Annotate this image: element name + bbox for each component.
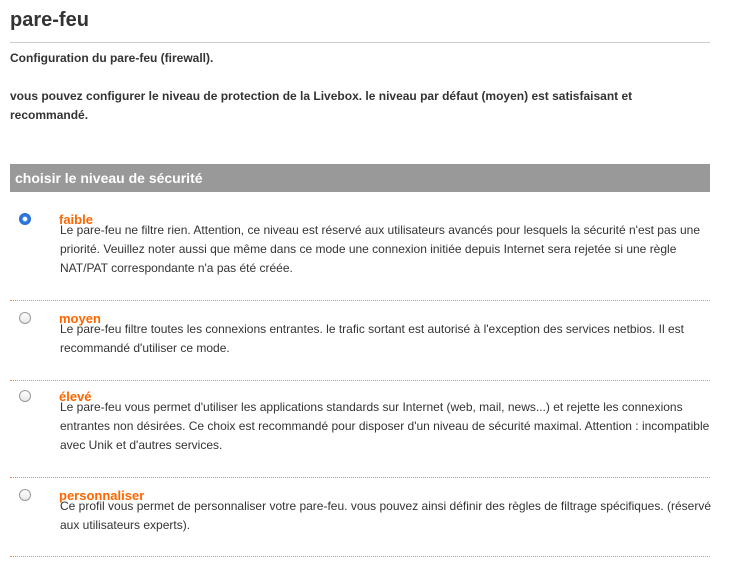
option-description-personnaliser: Ce profil vous permet de personnaliser votre pare-feu. vous pouvez ainsi définir des règles de filtrage spécifiques. (réservé aux utilisateurs experts).: [60, 499, 711, 532]
radio-moyen[interactable]: [19, 312, 31, 324]
radio-personnaliser[interactable]: [19, 489, 31, 501]
title-divider: [10, 42, 710, 43]
option-separator: [10, 380, 710, 381]
option-description-moyen: Le pare-feu filtre toutes les connexions entrantes. le trafic sortant est autorisé à l'exception des services netbios. Il est recommandé d'utiliser ce mode.: [60, 322, 684, 355]
option-description-eleve: Le pare-feu vous permet d'utiliser les applications standards sur Internet (web, mail, news...) et rejette les connexions entrantes non désirées. Ce choix est recommandé pour disposer d'un niveau de sécurité maximal. Attention : incompatible avec Unik et d'autres services.: [60, 400, 710, 452]
section-header: choisir le niveau de sécurité: [10, 164, 710, 192]
intro-description: vous pouvez configurer le niveau de protection de la Livebox. le niveau par défaut (moyen) est satisfaisant et recommandé.: [10, 89, 633, 122]
option-label-personnaliser[interactable]: personnaliser: [59, 488, 145, 503]
radio-faible[interactable]: [19, 213, 31, 225]
option-separator: [10, 556, 710, 557]
option-separator: [10, 300, 710, 301]
option-label-faible[interactable]: faible: [59, 212, 93, 227]
radio-eleve[interactable]: [19, 390, 31, 402]
option-label-eleve[interactable]: élevé: [59, 389, 92, 404]
page-title: pare-feu: [10, 9, 89, 31]
option-separator: [10, 477, 710, 478]
intro-text: Configuration du pare-feu (firewall).: [10, 51, 214, 65]
option-label-moyen[interactable]: moyen: [59, 311, 101, 326]
option-description-faible: Le pare-feu ne filtre rien. Attention, ce niveau est réservé aux utilisateurs avancés pour lesquels la sécurité n'est pas une priorité. Veuillez noter aussi que même dans ce mode une connexion initiée depuis Internet sera rejetée si une règle NAT/PAT correspondante n'a pas été créée.: [60, 223, 700, 275]
